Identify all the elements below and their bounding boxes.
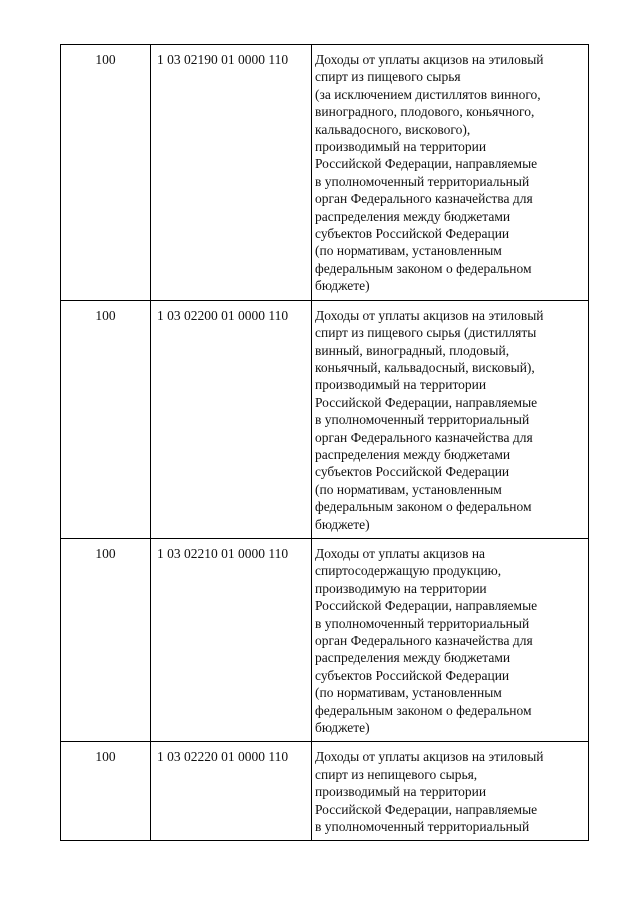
description-line: Доходы от уплаты акцизов на этиловый	[315, 307, 544, 323]
revenue-code-cell: 1 03 02190 01 0000 110	[151, 45, 312, 301]
description-line: спирт из пищевого сырья (дистилляты	[315, 325, 537, 341]
description-line: производимый на территории	[315, 377, 487, 393]
description-line: распределения между бюджетами	[315, 446, 511, 462]
description-line: виноградного, плодового, коньячного,	[315, 104, 535, 120]
description-line: в уполномоченный территориальный	[315, 615, 530, 631]
table-row	[61, 45, 589, 301]
description-line: в уполномоченный территориальный	[315, 173, 530, 189]
description-line: коньячный, кальвадосный, висковый),	[315, 359, 535, 375]
description-line: в уполномоченный территориальный	[315, 819, 530, 835]
description-line: бюджете)	[315, 720, 370, 736]
description-line: Доходы от уплаты акцизов на этиловый	[315, 749, 544, 765]
description-line: (за исключением дистиллятов винного,	[315, 86, 541, 102]
table-row	[61, 300, 589, 538]
description-line: спирт из непищевого сырья,	[315, 766, 478, 782]
description-line: федеральным законом о федеральном	[315, 499, 532, 515]
description-line: в уполномоченный территориальный	[315, 412, 530, 428]
revenue-codes-table	[60, 44, 589, 841]
description-line: производимую на территории	[315, 580, 487, 596]
description-line: субъектов Российской Федерации	[315, 667, 510, 683]
description-line: кальвадосного, вискового),	[315, 121, 471, 137]
description-line: спирт из пищевого сырья	[315, 69, 461, 85]
description-line: субъектов Российской Федерации	[315, 226, 510, 242]
description-line: федеральным законом о федеральном	[315, 260, 532, 276]
table-body	[61, 45, 589, 841]
description-line: федеральным законом о федеральном	[315, 702, 532, 718]
admin-code-cell: 100	[61, 538, 151, 741]
description-line: бюджете)	[315, 516, 370, 532]
description-cell	[312, 538, 589, 741]
description-line: спиртосодержащую продукцию,	[315, 563, 502, 579]
admin-code-cell: 100	[61, 742, 151, 841]
description-line: Российской Федерации, направляемые	[315, 801, 538, 817]
description-line: Доходы от уплаты акцизов на	[315, 545, 486, 561]
description-line: орган Федерального казначейства для	[315, 191, 533, 207]
description-cell	[312, 45, 589, 301]
description-line: винный, виноградный, плодовый,	[315, 342, 510, 358]
description-line: распределения между бюджетами	[315, 208, 511, 224]
description-cell	[312, 300, 589, 538]
table-row	[61, 538, 589, 741]
description-line: субъектов Российской Федерации	[315, 464, 510, 480]
description-line: (по нормативам, установленным	[315, 243, 502, 259]
revenue-code-cell: 1 03 02200 01 0000 110	[151, 300, 312, 538]
description-line: орган Федерального казначейства для	[315, 633, 533, 648]
revenue-code-cell: 1 03 02210 01 0000 110	[151, 538, 312, 741]
description-line: Доходы от уплаты акцизов на этиловый	[315, 52, 544, 67]
description-line: производимый на территории	[315, 784, 487, 800]
description-line: Российской Федерации, направляемые	[315, 394, 538, 410]
description-line: производимый на территории	[315, 139, 487, 155]
description-cell	[312, 742, 589, 841]
revenue-code-cell: 1 03 02220 01 0000 110	[151, 742, 312, 841]
description-line: (по нормативам, установленным	[315, 685, 502, 701]
description-line: орган Федерального казначейства для	[315, 429, 533, 445]
admin-code-cell: 100	[61, 300, 151, 538]
description-line: Российской Федерации, направляемые	[315, 598, 538, 614]
description-line: Российской Федерации, направляемые	[315, 156, 538, 172]
description-line: распределения между бюджетами	[315, 650, 511, 666]
description-line: бюджете)	[315, 278, 370, 294]
description-line: (по нормативам, установленным	[315, 481, 502, 497]
table-row	[61, 742, 589, 841]
admin-code-cell: 100	[61, 45, 151, 301]
